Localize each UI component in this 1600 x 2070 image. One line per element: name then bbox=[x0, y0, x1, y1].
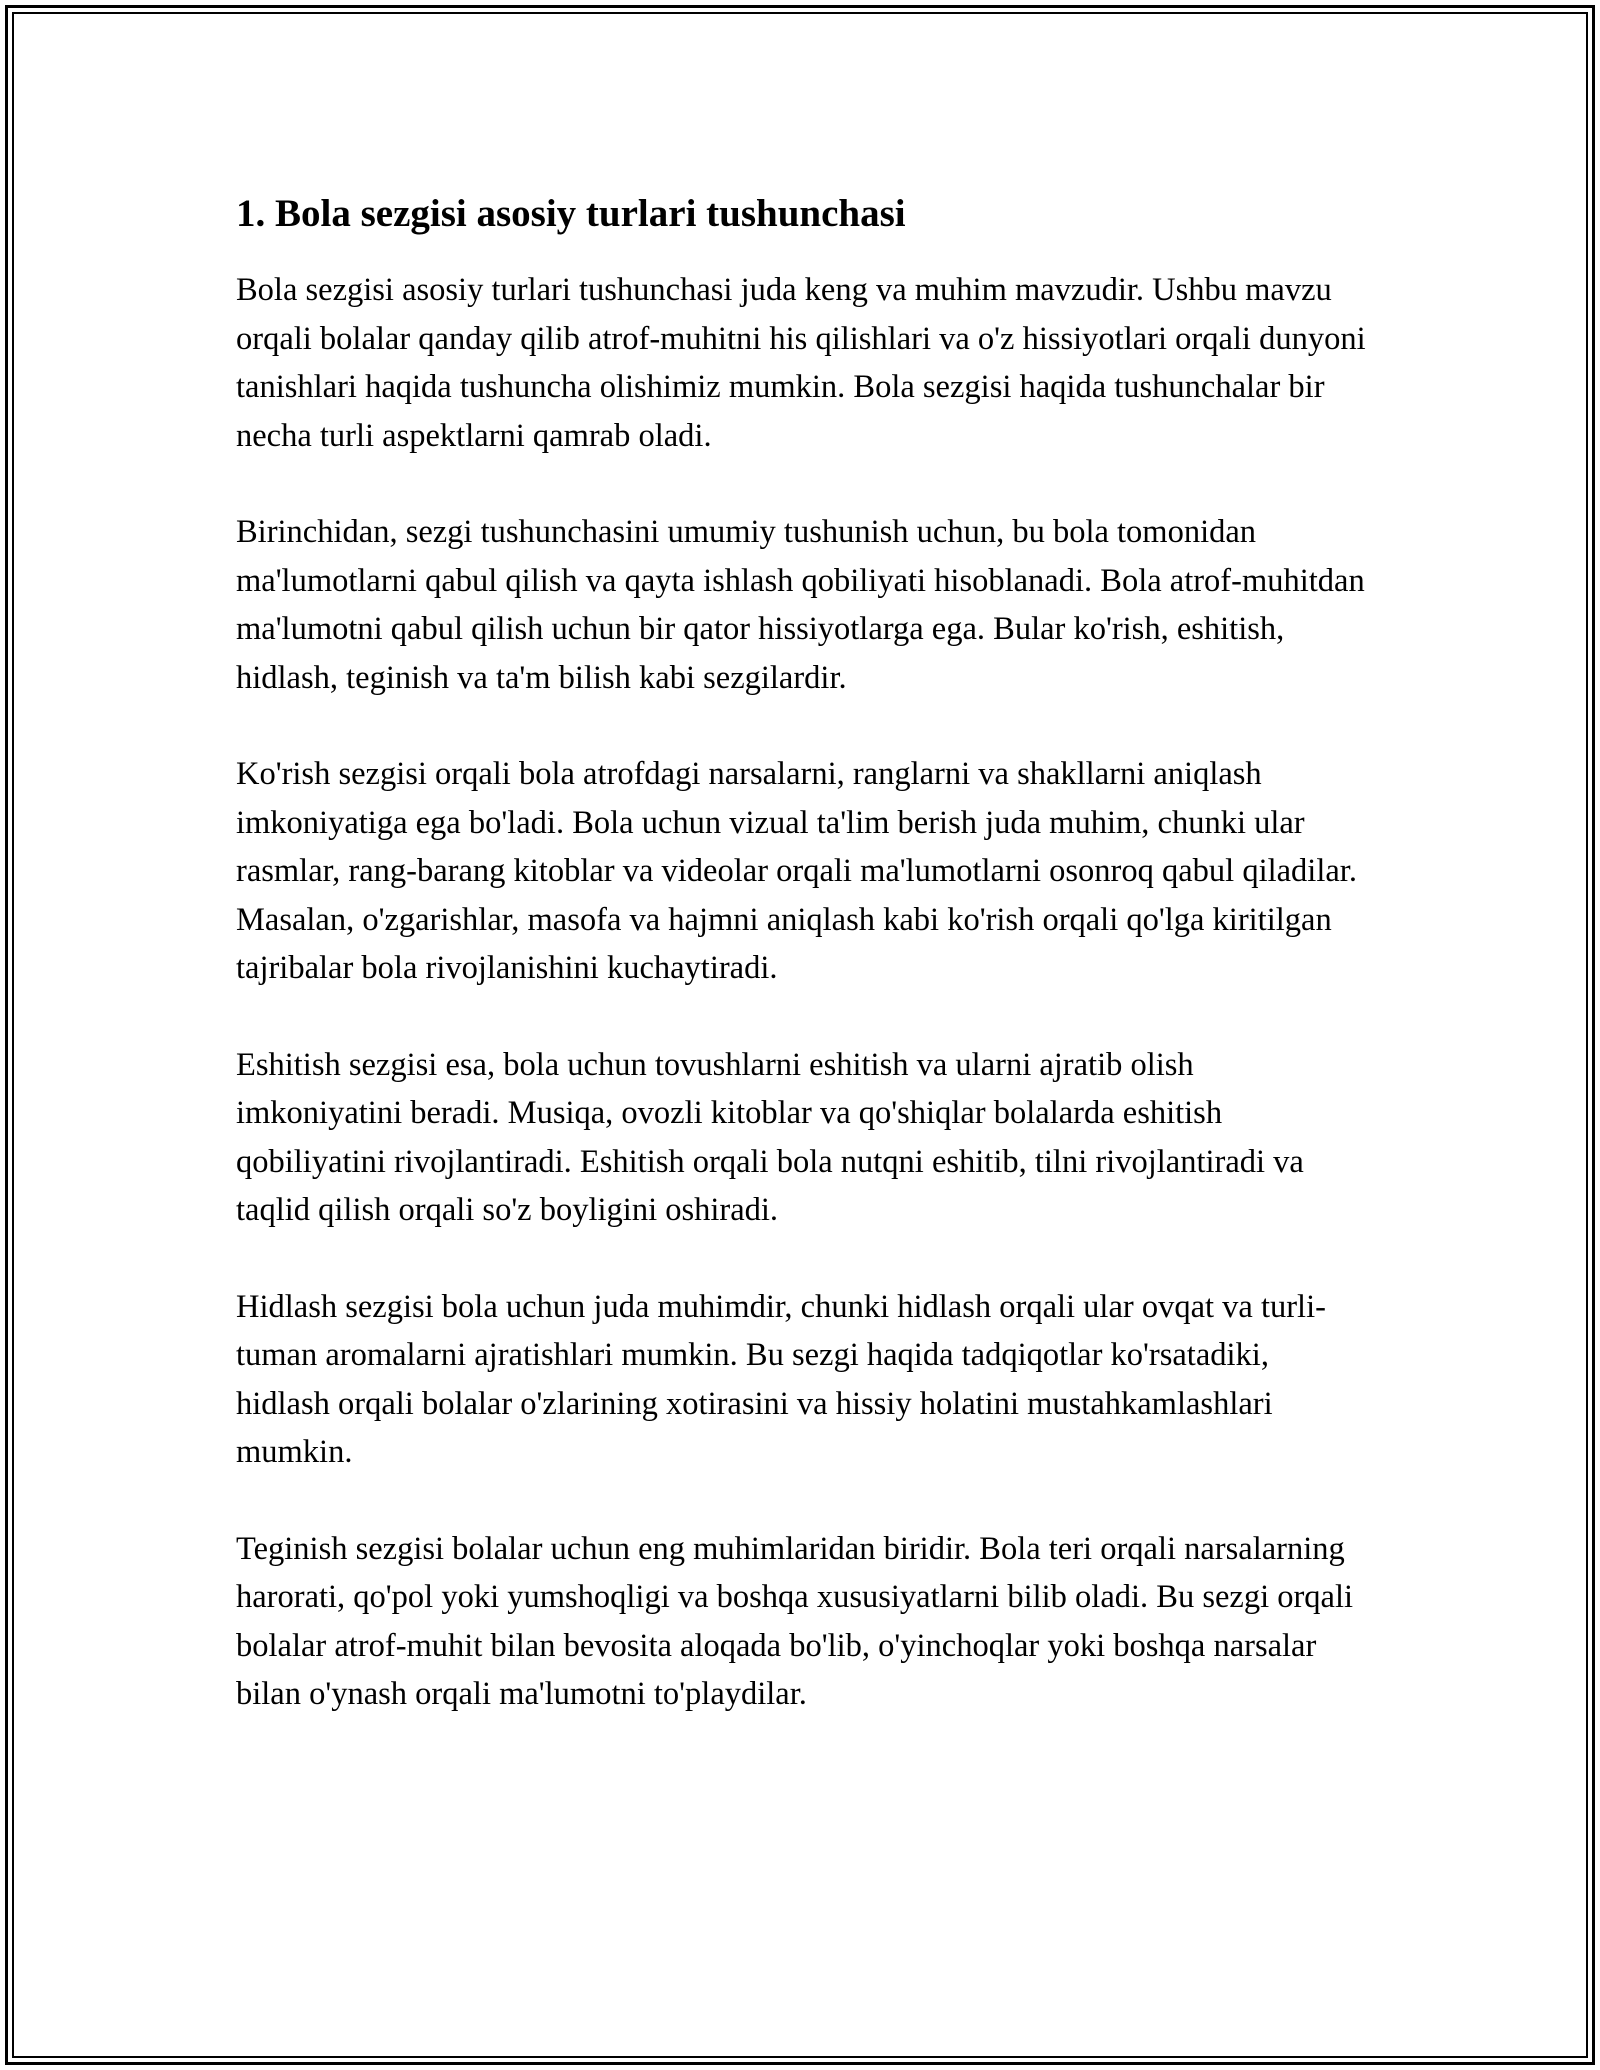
paragraph-hearing: Eshitish sezgisi esa, bola uchun tovushlarni eshitish va ularni ajratib olish imkoniyatini beradi. Musiqa, ovozli kitoblar va qo'shiqlar bolalarda eshitish qobiliyatini rivojlantiradi. Eshitish orqali bola nutqni eshitib, tilni rivojlantiradi va taqlid qilish orqali so'z boyligini oshiradi. bbox=[236, 1046, 1304, 1228]
paragraph-touch: Teginish sezgisi bolalar uchun eng muhimlaridan biridir. Bola teri orqali narsalarning harorati, qo'pol yoki yumshoqligi va boshqa xususiyatlarni bilib oladi. Bu sezgi orqali bolalar atrof-muhit bilan bevosita aloqada bo'lib, o'yinchoqlar yoki boshqa narsalar bilan o'ynash orqali ma'lumotni to'playdilar. bbox=[236, 1530, 1354, 1712]
paragraph-vision: Ko'rish sezgisi orqali bola atrofdagi narsalarni, ranglarni va shakllarni aniqlash imkoniyatiga ega bo'ladi. Bola uchun vizual ta'lim berish juda muhim, chunki ular rasmlar, rang-barang kitoblar va videolar orqali ma'lumotlarni osonroq qabul qiladilar. Masalan, o'zgarishlar, masofa va hajmni aniqlash kabi ko'rish orqali qo'lga kiritilgan tajribalar bola rivojlanishini kuchaytiradi. bbox=[236, 756, 1357, 986]
paragraph-general-sense: Birinchidan, sezgi tushunchasini umumiy tushunish uchun, bu bola tomonidan ma'lumotlarni qabul qilish va qayta ishlash qobiliyati hisoblanadi. Bola atrof-muhitdan ma'lumotni qabul qilish uchun bir qator hissiyotlarga ega. Bular ko'rish, eshitish, hidlash, teginish va ta'm bilish kabi sezgilardir. bbox=[236, 514, 1365, 696]
section-heading: 1. Bola sezgisi asosiy turlari tushunchasi bbox=[236, 192, 906, 235]
document-body bbox=[236, 188, 1366, 1767]
paragraph-smell: Hidlash sezgisi bola uchun juda muhimdir, chunki hidlash orqali ular ovqat va turli-tuman aromalarni ajratishlari mumkin. Bu sezgi haqida tadqiqotlar ko'rsatadiki, hidlash orqali bolalar o'zlarining xotirasini va hissiy holatini mustahkamlashlari mumkin. bbox=[236, 1288, 1326, 1470]
paragraph-intro: Bola sezgisi asosiy turlari tushunchasi juda keng va muhim mavzudir. Ushbu mavzu orqali bolalar qanday qilib atrof-muhitni his qilishlari va o'z hissiyotlari orqali dunyoni tanishlari haqida tushuncha olishimiz mumkin. Bola sezgisi haqida tushunchalar bir necha turli aspektlarni qamrab oladi. bbox=[236, 272, 1366, 454]
